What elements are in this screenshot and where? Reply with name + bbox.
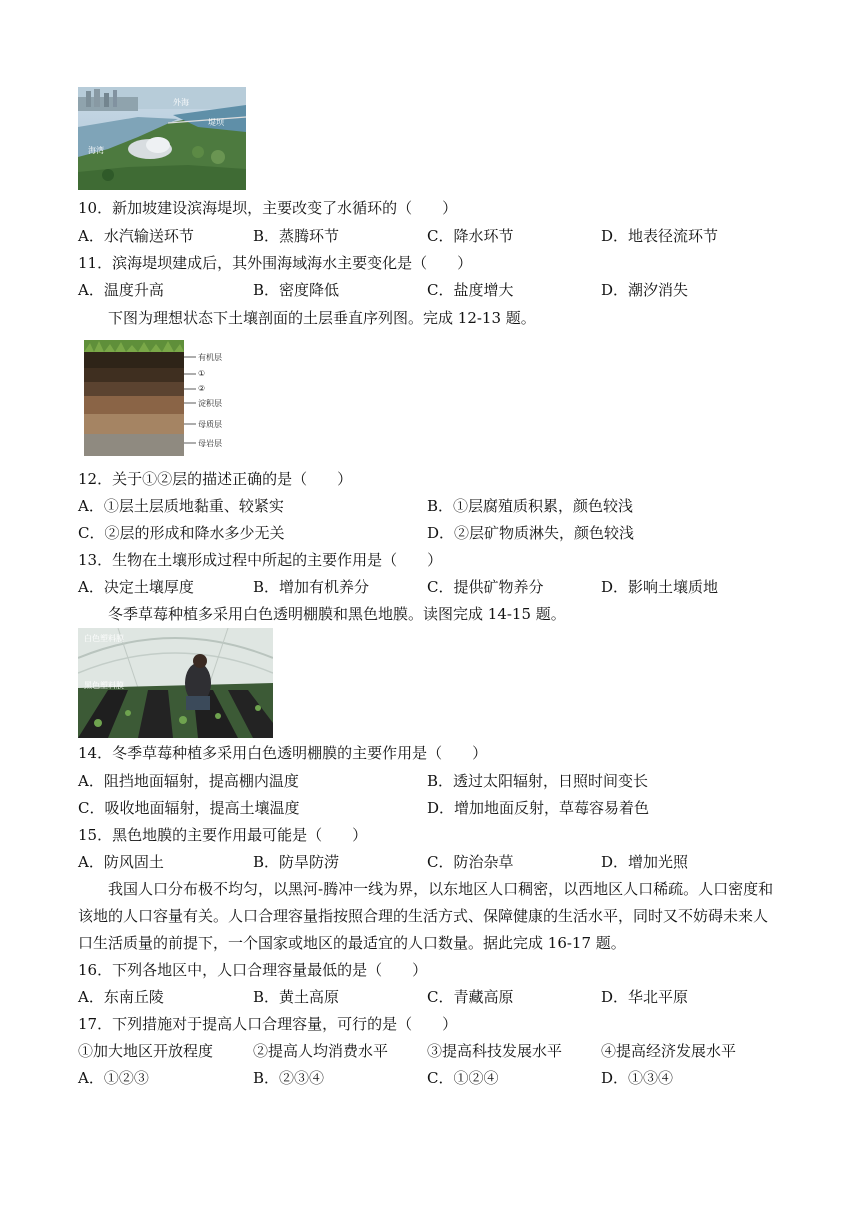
q14-stem: 14．冬季草莓种植多采用白色透明棚膜的主要作用是（ ） bbox=[78, 744, 488, 762]
q17-option-d: D．①③④ bbox=[601, 1069, 674, 1087]
q16-option-a: A．东南丘陵 bbox=[78, 988, 164, 1006]
q17-option-a: A．①②③ bbox=[78, 1069, 149, 1087]
q15-option-d: D．增加光照 bbox=[601, 853, 689, 871]
q14-option-d: D．增加地面反射，草莓容易着色 bbox=[427, 799, 650, 817]
label-white-film: 白色塑料膜 bbox=[84, 634, 124, 643]
intro-16-17-line-2: 该地的人口容量有关。人口合理容量指按照合理的生活方式、保障健康的生活水平，同时又不妨碍未来人 bbox=[78, 907, 769, 925]
soil-profile-figure bbox=[84, 340, 234, 456]
q14-option-b: B．透过太阳辐射，日照时间变长 bbox=[427, 772, 649, 790]
intro-12-13: 下图为理想状态下土壤剖面的土层垂直序列图。完成 12-13 题。 bbox=[108, 309, 536, 327]
q12-option-a: A．①层土层质地黏重、较紧实 bbox=[78, 497, 284, 515]
q15-option-b: B．防旱防涝 bbox=[253, 853, 340, 871]
soil-label-layer-1: ① bbox=[198, 369, 206, 378]
q16-option-b: B．黄土高原 bbox=[253, 988, 340, 1006]
soil-label-layer-2: ② bbox=[198, 384, 206, 393]
greenhouse-photo bbox=[78, 628, 273, 738]
q12-option-d: D．②层矿物质淋失，颜色较浅 bbox=[427, 524, 635, 542]
q17-option-b: B．②③④ bbox=[253, 1069, 325, 1087]
intro-14-15: 冬季草莓种植多采用白色透明棚膜和黑色地膜。读图完成 14-15 题。 bbox=[108, 605, 566, 623]
q17-measure-3: ③提高科技发展水平 bbox=[427, 1042, 563, 1060]
q11-option-b: B．密度降低 bbox=[253, 281, 340, 299]
q12-stem: 12．关于①②层的描述正确的是（ ） bbox=[78, 470, 353, 488]
q12-option-b: B．①层腐殖质积累，颜色较浅 bbox=[427, 497, 634, 515]
q15-option-c: C．防治杂草 bbox=[427, 853, 514, 871]
q17-measure-4: ④提高经济发展水平 bbox=[601, 1042, 737, 1060]
label-black-film: 黑色塑料膜 bbox=[84, 681, 124, 690]
q15-stem: 15．黑色地膜的主要作用最可能是（ ） bbox=[78, 826, 368, 844]
q12-option-c: C．②层的形成和降水多少无关 bbox=[78, 524, 285, 542]
q17-measure-2: ②提高人均消费水平 bbox=[253, 1042, 389, 1060]
label-outer-sea: 外海 bbox=[173, 98, 189, 107]
q16-stem: 16．下列各地区中，人口合理容量最低的是（ ） bbox=[78, 961, 428, 979]
q13-option-b: B．增加有机养分 bbox=[253, 578, 370, 596]
q15-option-a: A．防风固土 bbox=[78, 853, 164, 871]
q11-stem: 11．滨海堤坝建成后，其外围海域海水主要变化是（ ） bbox=[78, 254, 473, 272]
q11-option-d: D．潮汐消失 bbox=[601, 281, 689, 299]
q13-option-d: D．影响土壤质地 bbox=[601, 578, 719, 596]
q17-measure-1: ①加大地区开放程度 bbox=[78, 1042, 214, 1060]
q10-option-d: D．地表径流环节 bbox=[601, 227, 719, 245]
marina-barrage-photo bbox=[78, 87, 246, 190]
soil-label-parent-material: 母质层 bbox=[198, 420, 222, 429]
q13-option-c: C．提供矿物养分 bbox=[427, 578, 544, 596]
q10-option-c: C．降水环节 bbox=[427, 227, 514, 245]
q17-option-c: C．①②④ bbox=[427, 1069, 499, 1087]
q13-option-a: A．决定土壤厚度 bbox=[78, 578, 194, 596]
q10-option-a: A．水汽输送环节 bbox=[78, 227, 194, 245]
soil-label-bedrock: 母岩层 bbox=[198, 439, 222, 448]
label-bay: 海湾 bbox=[88, 146, 104, 155]
q11-option-a: A．温度升高 bbox=[78, 281, 164, 299]
soil-label-illuvial: 淀积层 bbox=[198, 399, 222, 408]
q16-option-d: D．华北平原 bbox=[601, 988, 689, 1006]
soil-label-organic: 有机层 bbox=[198, 353, 222, 362]
q11-option-c: C．盐度增大 bbox=[427, 281, 514, 299]
label-dam: 堤坝 bbox=[208, 118, 224, 127]
intro-16-17-line-1: 我国人口分布极不均匀，以黑河-腾冲一线为界，以东地区人口稠密，以西地区人口稀疏。人口密度和 bbox=[108, 880, 774, 898]
soil-profile-illustration bbox=[84, 340, 184, 456]
marina-barrage-illustration bbox=[78, 87, 246, 190]
q14-option-a: A．阻挡地面辐射，提高棚内温度 bbox=[78, 772, 299, 790]
intro-16-17-line-3: 口生活质量的前提下，一个国家或地区的最适宜的人口数量。据此完成 16-17 题。 bbox=[78, 934, 626, 952]
q16-option-c: C．青藏高原 bbox=[427, 988, 514, 1006]
q14-option-c: C．吸收地面辐射，提高土壤温度 bbox=[78, 799, 300, 817]
q10-stem: 10．新加坡建设滨海堤坝，主要改变了水循环的（ ） bbox=[78, 199, 458, 217]
q10-option-b: B．蒸腾环节 bbox=[253, 227, 340, 245]
q13-stem: 13．生物在土壤形成过程中所起的主要作用是（ ） bbox=[78, 551, 443, 569]
q17-stem: 17．下列措施对于提高人口合理容量，可行的是（ ） bbox=[78, 1015, 458, 1033]
